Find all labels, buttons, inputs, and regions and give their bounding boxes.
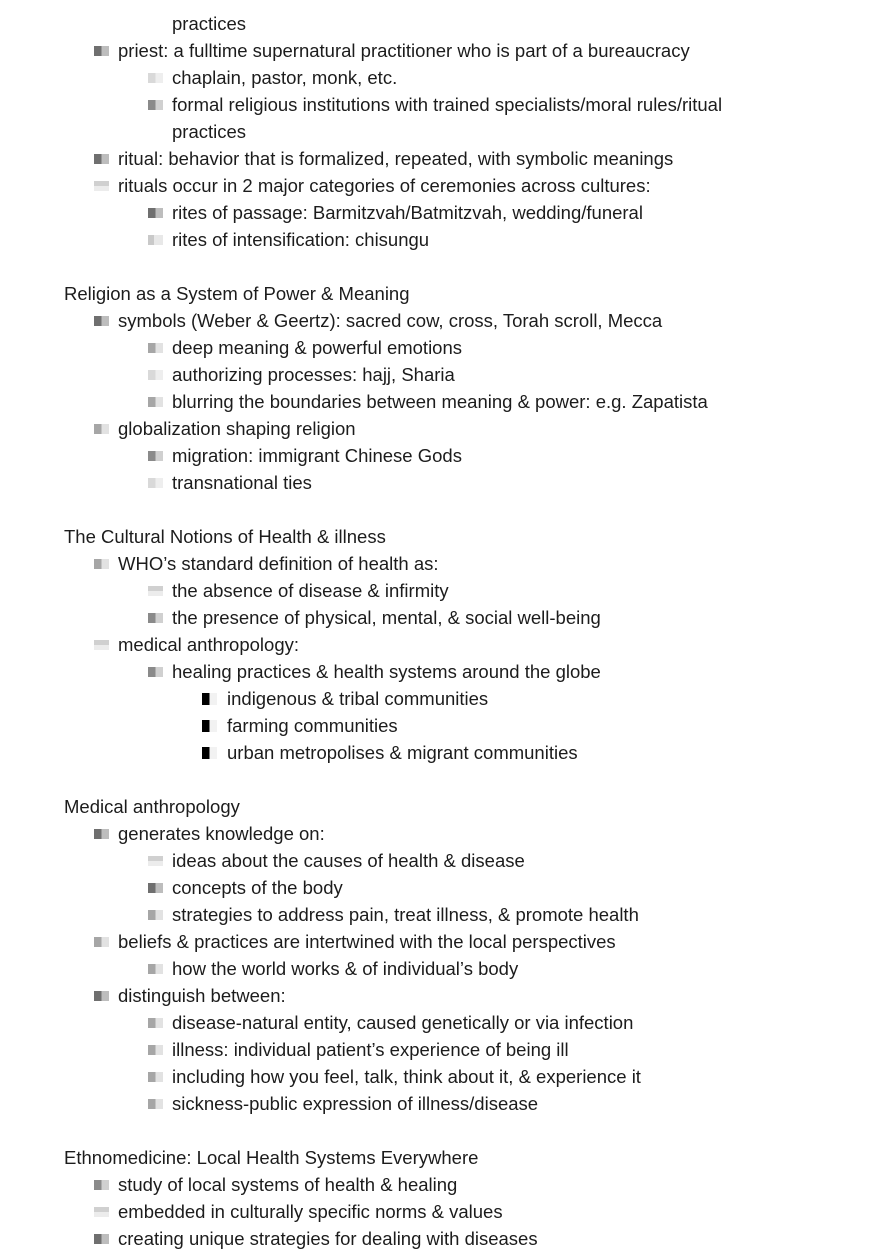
item-text: the absence of disease & infirmity (172, 580, 449, 601)
bullet-item-level-2 (0, 91, 880, 118)
section-heading (0, 793, 880, 820)
bullet-item-level-2 (0, 1036, 880, 1063)
bullet-item-level-1 (0, 37, 880, 64)
bullet-icon (148, 478, 163, 488)
item-text: study of local systems of health & healing (118, 1174, 458, 1195)
bullet-item-level-1 (0, 1225, 880, 1252)
bullet-item-level-2 (0, 955, 880, 982)
bullet-item-level-1 (0, 172, 880, 199)
item-text: including how you feel, talk, think about it, & experience it (172, 1066, 641, 1087)
bullet-icon (148, 100, 163, 110)
item-text: deep meaning & powerful emotions (172, 337, 463, 358)
bullet-icon (148, 235, 163, 245)
bullet-icon (148, 667, 163, 677)
section-heading (0, 1144, 880, 1171)
item-text: globalization shaping religion (118, 418, 356, 439)
bullet-item-level-2 (0, 199, 880, 226)
bullet-icon (94, 640, 109, 650)
item-text: farming communities (227, 715, 398, 736)
item-text: priest: a fulltime supernatural practitioner who is part of a bureaucracy (118, 40, 690, 61)
section-spacer (0, 766, 880, 793)
item-text: formal religious institutions with trained specialists/moral rules/ritual (172, 94, 723, 115)
item-text: urban metropolises & migrant communities (227, 742, 578, 763)
bullet-icon (202, 720, 217, 732)
bullet-icon (94, 559, 109, 569)
bullet-item-level-1 (0, 550, 880, 577)
heading-text: Medical anthropology (64, 796, 240, 817)
bullet-item-level-2 (0, 388, 880, 415)
bullet-item-level-3 (0, 712, 880, 739)
item-text: symbols (Weber & Geertz): sacred cow, cross, Torah scroll, Mecca (118, 310, 663, 331)
item-text: migration: immigrant Chinese Gods (172, 445, 462, 466)
bullet-item-level-1 (0, 820, 880, 847)
bullet-item-level-2 (0, 226, 880, 253)
bullet-item-level-1 (0, 145, 880, 172)
section-spacer (0, 496, 880, 523)
bullet-item-level-2 (0, 442, 880, 469)
section-heading (0, 523, 880, 550)
bullet-icon (148, 1099, 163, 1109)
item-text: practices (172, 121, 247, 142)
heading-text: Religion as a System of Power & Meaning (64, 283, 410, 304)
bullet-item-level-3 (0, 685, 880, 712)
item-text: indigenous & tribal communities (227, 688, 489, 709)
bullet-icon (148, 964, 163, 974)
bullet-item-level-2 (0, 901, 880, 928)
item-text: illness: individual patient’s experience of being ill (172, 1039, 569, 1060)
heading-text: The Cultural Notions of Health & illness (64, 526, 386, 547)
bullet-icon (148, 208, 163, 218)
bullet-item-level-2 (0, 577, 880, 604)
bullet-icon (202, 693, 217, 705)
bullet-item-level-2 (0, 874, 880, 901)
bullet-icon (148, 1018, 163, 1028)
item-text: concepts of the body (172, 877, 343, 898)
item-text: healing practices & health systems around the globe (172, 661, 601, 682)
bullet-icon (94, 46, 109, 56)
item-text: ideas about the causes of health & disease (172, 850, 525, 871)
bullet-icon (148, 883, 163, 893)
bullet-item-level-2 (0, 847, 880, 874)
item-text: rites of intensification: chisungu (172, 229, 430, 250)
item-text: beliefs & practices are intertwined with the local perspectives (118, 931, 616, 952)
bullet-item-level-2 (0, 1009, 880, 1036)
bullet-item-level-2 (0, 469, 880, 496)
item-text: the presence of physical, mental, & social well-being (172, 607, 601, 628)
bullet-item-level-2 (0, 64, 880, 91)
bullet-icon (148, 370, 163, 380)
item-text: generates knowledge on: (118, 823, 325, 844)
section-spacer (0, 1117, 880, 1144)
bullet-item-level-1 (0, 1198, 880, 1225)
bullet-item-level-2 (0, 1063, 880, 1090)
item-text: how the world works & of individual’s body (172, 958, 519, 979)
item-text: disease-natural entity, caused genetically or via infection (172, 1012, 634, 1033)
bullet-item-level-2 (0, 604, 880, 631)
item-text: transnational ties (172, 472, 312, 493)
bullet-icon (94, 1234, 109, 1244)
bullet-icon (94, 181, 109, 191)
bullet-icon (94, 154, 109, 164)
item-text: practices (172, 13, 247, 34)
bullet-icon (148, 856, 163, 866)
continuation-line (0, 118, 880, 145)
bullet-icon (148, 397, 163, 407)
bullet-icon (94, 937, 109, 947)
bullet-icon (94, 991, 109, 1001)
item-text: rituals occur in 2 major categories of ceremonies across cultures: (118, 175, 651, 196)
notes-document (0, 10, 880, 1252)
bullet-icon (94, 424, 109, 434)
item-text: chaplain, pastor, monk, etc. (172, 67, 398, 88)
item-text: embedded in culturally specific norms & values (118, 1201, 503, 1222)
bullet-item-level-2 (0, 361, 880, 388)
bullet-icon (148, 586, 163, 596)
item-text: blurring the boundaries between meaning & power: e.g. Zapatista (172, 391, 708, 412)
bullet-icon (148, 1072, 163, 1082)
heading-text: Ethnomedicine: Local Health Systems Everywhere (64, 1147, 479, 1168)
bullet-icon (148, 910, 163, 920)
item-text: sickness-public expression of illness/disease (172, 1093, 539, 1114)
bullet-icon (202, 747, 217, 759)
bullet-icon (148, 1045, 163, 1055)
bullet-item-level-2 (0, 1090, 880, 1117)
item-text: strategies to address pain, treat illness, & promote health (172, 904, 639, 925)
item-text: distinguish between: (118, 985, 286, 1006)
item-text: ritual: behavior that is formalized, repeated, with symbolic meanings (118, 148, 674, 169)
bullet-item-level-1 (0, 1171, 880, 1198)
bullet-item-level-1 (0, 631, 880, 658)
bullet-item-level-1 (0, 415, 880, 442)
bullet-item-level-1 (0, 928, 880, 955)
bullet-icon (148, 451, 163, 461)
item-text: creating unique strategies for dealing with diseases (118, 1228, 538, 1249)
bullet-icon (94, 316, 109, 326)
section-spacer (0, 253, 880, 280)
item-text: authorizing processes: hajj, Sharia (172, 364, 455, 385)
bullet-icon (94, 1207, 109, 1217)
bullet-item-level-2 (0, 658, 880, 685)
bullet-item-level-1 (0, 307, 880, 334)
bullet-item-level-1 (0, 982, 880, 1009)
bullet-item-level-2 (0, 334, 880, 361)
bullet-icon (94, 829, 109, 839)
item-text: WHO’s standard definition of health as: (118, 553, 439, 574)
item-text: rites of passage: Barmitzvah/Batmitzvah, wedding/funeral (172, 202, 643, 223)
item-text: medical anthropology: (118, 634, 299, 655)
bullet-item-level-3 (0, 739, 880, 766)
section-heading (0, 280, 880, 307)
bullet-icon (94, 1180, 109, 1190)
bullet-icon (148, 343, 163, 353)
continuation-line (0, 10, 880, 37)
bullet-icon (148, 73, 163, 83)
bullet-icon (148, 613, 163, 623)
